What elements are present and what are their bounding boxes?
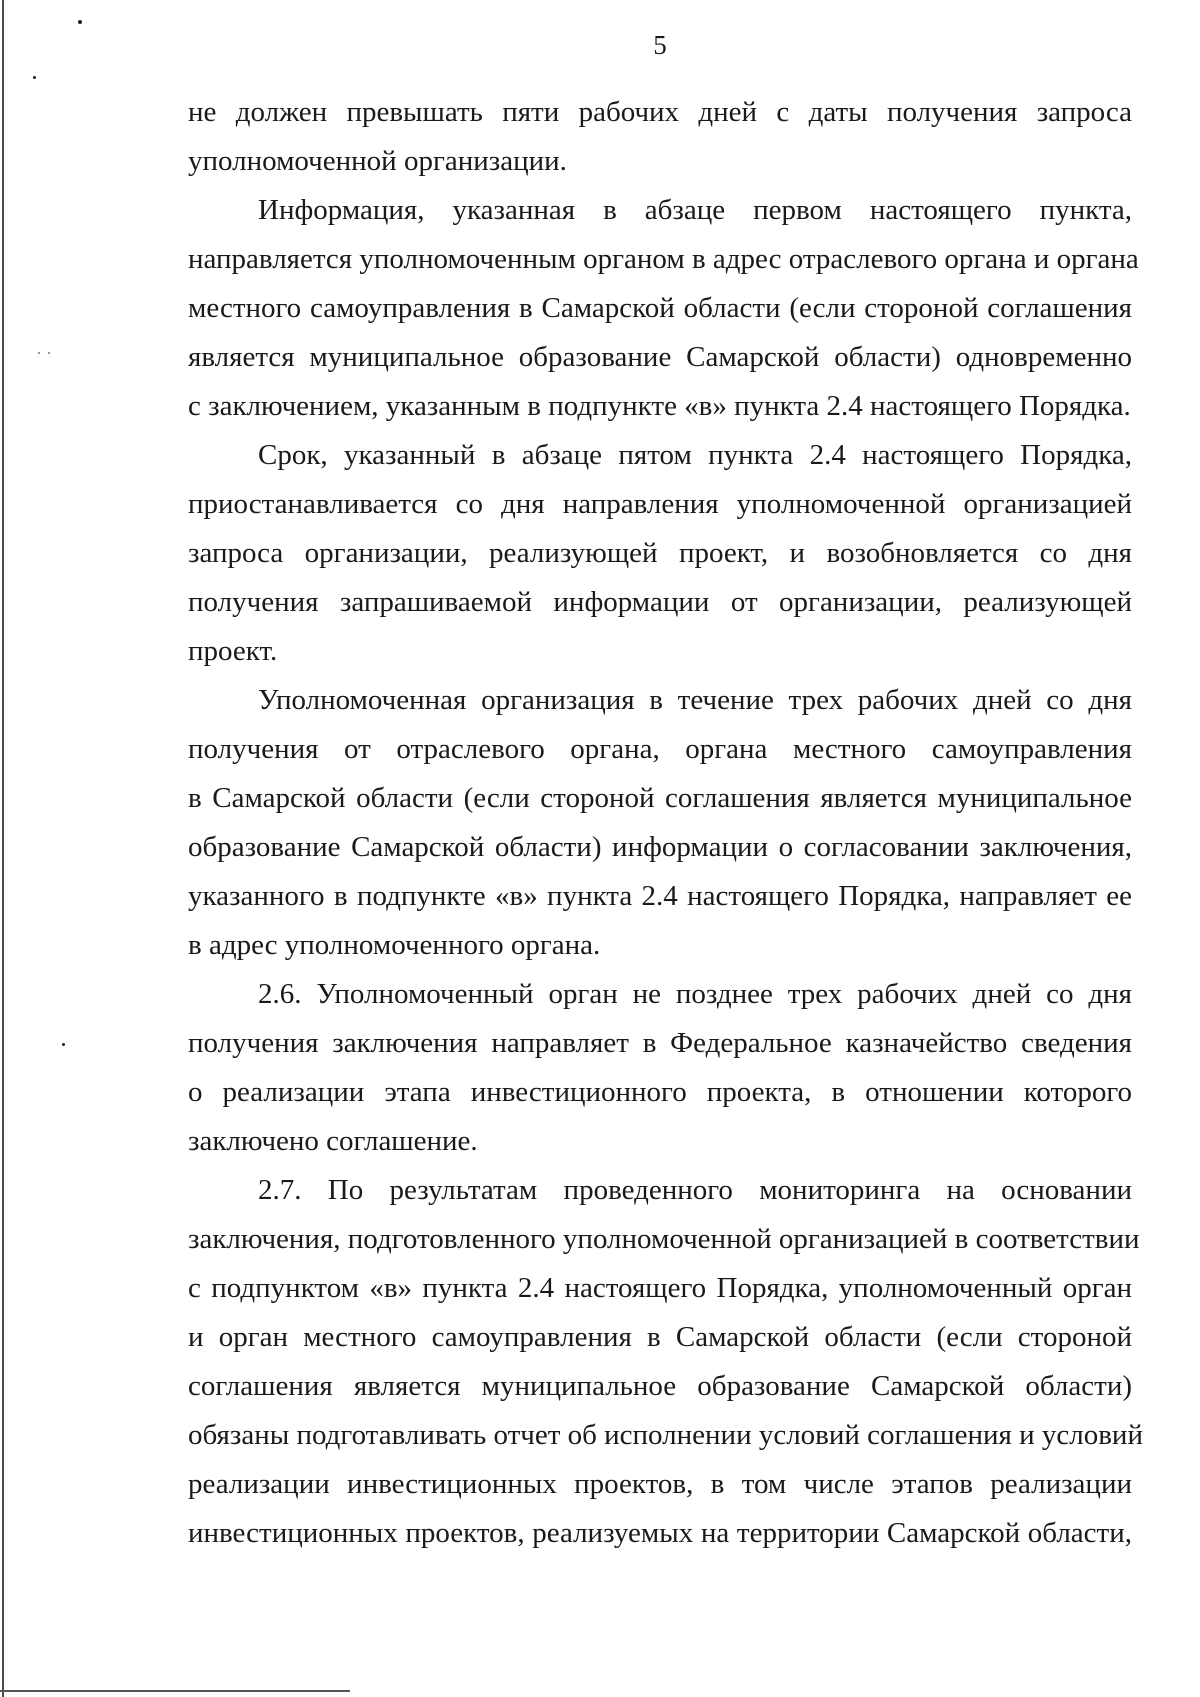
scan-speck — [38, 352, 40, 354]
text-line: Информация, указанная в абзаце первом настоящего пункта, — [258, 194, 1132, 226]
text-line: является муниципальное образование Самарской области) одновременно — [188, 341, 1132, 373]
text-line: местного самоуправления в Самарской области (если стороной соглашения — [188, 292, 1132, 324]
text-line: не должен превышать пяти рабочих дней с даты получения запроса — [188, 96, 1132, 128]
text-line: инвестиционных проектов, реализуемых на территории Самарской области, — [188, 1517, 1132, 1549]
text-line: о реализации этапа инвестиционного проекта, в отношении которого — [188, 1076, 1132, 1108]
scan-speck — [33, 76, 36, 79]
text-line: приостанавливается со дня направления уполномоченной организацией — [188, 488, 1132, 520]
scan-speck — [78, 20, 82, 24]
text-line: реализации инвестиционных проектов, в том числе этапов реализации — [188, 1468, 1132, 1500]
text-line: получения от отраслевого органа, органа местного самоуправления — [188, 733, 1132, 765]
text-line: проект. — [188, 635, 278, 667]
text-line: образование Самарской области) информации о согласовании заключения, — [188, 831, 1132, 863]
text-line: Срок, указанный в абзаце пятом пункта 2.4 настоящего Порядка, — [258, 439, 1132, 471]
text-line: уполномоченной организации. — [188, 145, 567, 177]
text-line: и орган местного самоуправления в Самарской области (если стороной — [188, 1321, 1132, 1353]
text-line: заключения, подготовленного уполномоченной организацией в соответствии — [188, 1223, 1140, 1255]
text-line: 2.7. По результатам проведенного мониторинга на основании — [258, 1174, 1132, 1206]
text-line: направляется уполномоченным органом в адрес отраслевого органа и органа — [188, 243, 1139, 275]
scan-left-edge — [2, 0, 4, 1697]
text-line: запроса организации, реализующей проект, и возобновляется со дня — [188, 537, 1132, 569]
text-line: получения запрашиваемой информации от организации, реализующей — [188, 586, 1132, 618]
text-line: получения заключения направляет в Федеральное казначейство сведения — [188, 1027, 1132, 1059]
scan-speck — [48, 352, 50, 354]
text-line: 2.6. Уполномоченный орган не позднее трех рабочих дней со дня — [258, 978, 1132, 1010]
text-line: с подпунктом «в» пункта 2.4 настоящего Порядка, уполномоченный орган — [188, 1272, 1132, 1304]
text-line: Уполномоченная организация в течение трех рабочих дней со дня — [258, 684, 1132, 716]
bottom-rule — [0, 1690, 350, 1692]
scan-speck — [62, 1043, 65, 1046]
text-line: в Самарской области (если стороной соглашения является муниципальное — [188, 782, 1132, 814]
text-line: обязаны подготавливать отчет об исполнении условий соглашения и условий — [188, 1419, 1143, 1451]
page-number: 5 — [653, 30, 667, 60]
body-text — [188, 88, 1143, 1558]
text-line: с заключением, указанным в подпункте «в» пункта 2.4 настоящего Порядка. — [188, 390, 1131, 422]
text-line: указанного в подпункте «в» пункта 2.4 настоящего Порядка, направляет ее — [188, 880, 1132, 912]
text-line: соглашения является муниципальное образование Самарской области) — [188, 1370, 1132, 1402]
text-line: заключено соглашение. — [188, 1125, 478, 1157]
text-line: в адрес уполномоченного органа. — [188, 929, 601, 961]
